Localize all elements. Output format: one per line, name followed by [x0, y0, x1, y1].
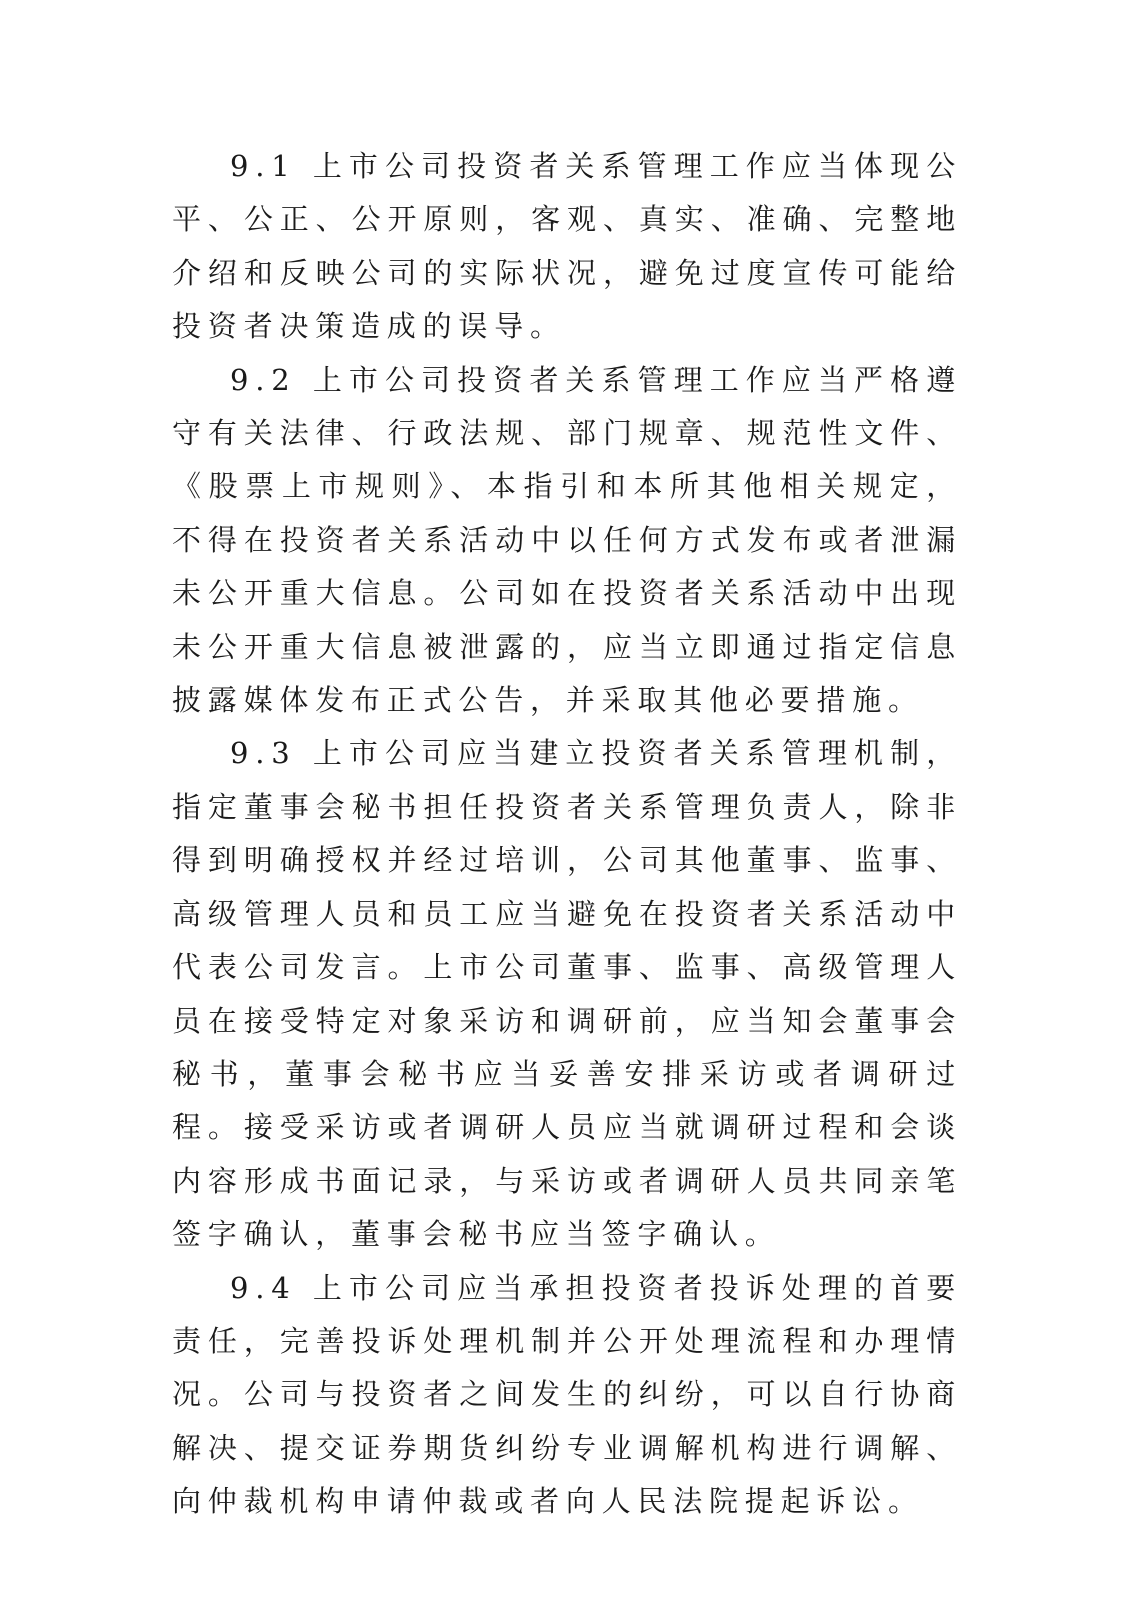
paragraph-9-4 [172, 1262, 962, 1529]
clause-text: 上市公司投资者关系管理工作应当严格遵守有关法律、行政法规、部门规章、规范性文件、《股票上市规则》、本指引和本所其他相关规定，不得在投资者关系活动中以任何方式发布或者泄漏未公开重大信息。公司如在投资者关系活动中出现未公开重大信息被泄露的，应当立即通过指定信息披露媒体发布正式公告，并采取其他必要措施。 [172, 362, 962, 718]
clause-text: 上市公司投资者关系管理工作应当体现公平、公正、公开原则，客观、真实、准确、完整地介绍和反映公司的实际状况，避免过度宣传可能给投资者决策造成的误导。 [172, 149, 962, 344]
document-body [172, 140, 962, 1529]
paragraph-9-2 [172, 354, 962, 728]
clause-number: 9.4 [230, 1270, 297, 1305]
paragraph-9-1 [172, 140, 962, 354]
clause-text: 上市公司应当承担投资者投诉处理的首要责任，完善投诉处理机制并公开处理流程和办理情况。公司与投资者之间发生的纠纷，可以自行协商解决、提交证券期货纠纷专业调解机构进行调解、向仲裁机构申请仲裁或者向人民法院提起诉讼。 [172, 1270, 962, 1519]
paragraph-9-3 [172, 727, 962, 1261]
clause-number: 9.2 [230, 362, 297, 397]
clause-number: 9.1 [230, 149, 297, 183]
clause-number: 9.3 [230, 736, 297, 771]
clause-text: 上市公司应当建立投资者关系管理机制，指定董事会秘书担任投资者关系管理负责人，除非得到明确授权并经过培训，公司其他董事、监事、高级管理人员和员工应当避免在投资者关系活动中代表公司发言。上市公司董事、监事、高级管理人员在接受特定对象采访和调研前，应当知会董事会秘书，董事会秘书应当妥善安排采访或者调研过程。接受采访或者调研人员应当就调研过程和会谈内容形成书面记录，与采访或者调研人员共同亲笔签字确认，董事会秘书应当签字确认。 [172, 736, 962, 1252]
